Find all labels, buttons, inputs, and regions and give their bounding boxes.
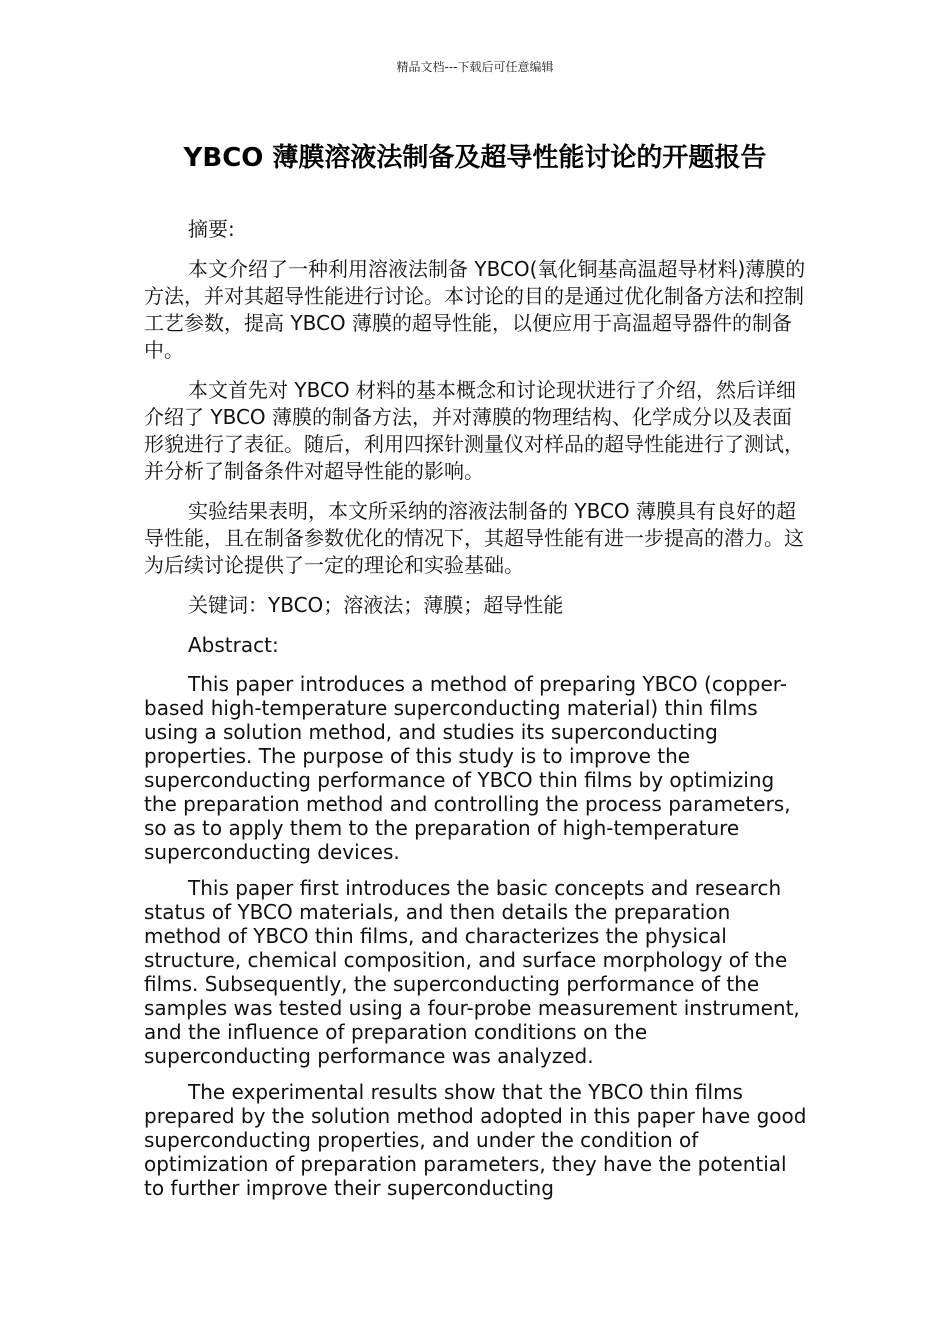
- abstract-en-paragraph-2: This paper first introduces the basic concepts and research status of YBCO materials, and then details the preparation method of YBCO thin films, and characterizes the physical structure, chemical composition, and surface morphology of the films. Subsequently, the superconducting performance of the samples was tested using a four-probe measurement instrument, and the influence of preparation conditions on the superconducting performance was analyzed.: [144, 876, 800, 1068]
- keywords-cn: 关键词：YBCO；溶液法；薄膜；超导性能: [188, 593, 564, 617]
- abstract-cn-paragraph-1: 本文介绍了一种利用溶液法制备 YBCO(氧化铜基高温超导材料)薄膜的方法，并对其超导性能进行讨论。本讨论的目的是通过优化制备方法和控制工艺参数，提高 YBCO 薄膜的超导性能，以便应用于高温超导器件的制备中。: [144, 257, 806, 362]
- abstract-cn-paragraph-3: 实验结果表明，本文所采纳的溶液法制备的 YBCO 薄膜具有良好的超导性能，且在制备参数优化的情况下，其超导性能有进一步提高的潜力。这为后续讨论提供了一定的理论和实验基础。: [144, 499, 804, 577]
- abstract-en-label: Abstract:: [188, 633, 279, 657]
- abstract-cn-label: 摘要:: [188, 217, 235, 241]
- abstract-en-paragraph-3: The experimental results show that the YBCO thin films prepared by the solution method adopted in this paper have good superconducting properties, and under the condition of optimization of preparation parameters, they have the potential to further improve their superconducting: [144, 1080, 807, 1200]
- header-note: 精品文档---下载后可任意编辑: [396, 60, 554, 74]
- abstract-en-paragraph-1: This paper introduces a method of preparing YBCO (copper-based high-temperature superconducting material) thin films using a solution method, and studies its superconducting properties. The purpose of this study is to improve the superconducting performance of YBCO thin films by optimizing the preparation method and controlling the process parameters, so as to apply them to the preparation of high-temperature superconducting devices.: [144, 672, 791, 864]
- document-body: [144, 216, 810, 1200]
- abstract-cn-paragraph-2: 本文首先对 YBCO 材料的基本概念和讨论现状进行了介绍，然后详细介绍了 YBCO 薄膜的制备方法，并对薄膜的物理结构、化学成分以及表面形貌进行了表征。随后，利用四探针测量仪对样品的超导性能进行了测试，并分析了制备条件对超导性能的影响。: [144, 378, 804, 483]
- document-title: YBCO 薄膜溶液法制备及超导性能讨论的开题报告: [183, 143, 767, 173]
